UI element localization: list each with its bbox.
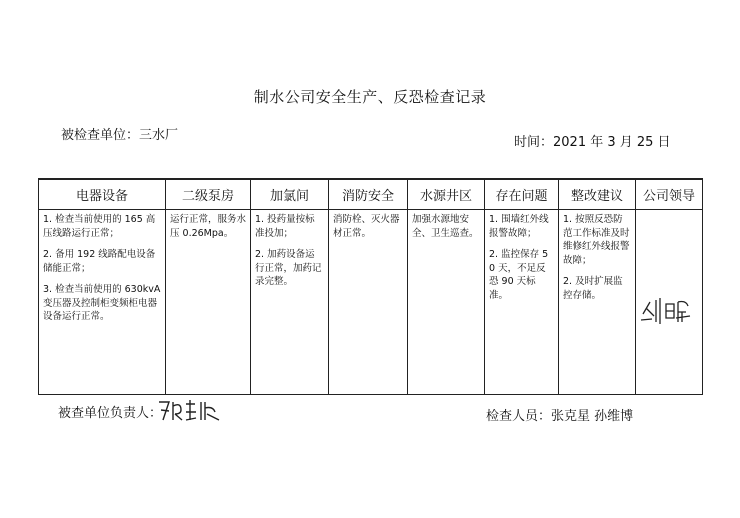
inspection-table: [38, 178, 703, 395]
header-leader: 公司领导: [636, 179, 703, 210]
electrical-cell: [39, 210, 166, 395]
suggestions-cell: [559, 210, 636, 395]
issue-item: 2. 监控保存 50 天，不足反恐 90 天标准。: [489, 249, 549, 301]
inspected-unit: 被检查单位：三水厂: [61, 128, 179, 143]
leader-signature: [638, 292, 700, 332]
header-pump-room: 二级泵房: [166, 179, 251, 210]
responsible-signature: [155, 398, 225, 424]
header-water-source: 水源井区: [408, 179, 485, 210]
leader-cell: [636, 210, 703, 395]
electrical-item: 2. 备用 192 线路配电设备储能正常；: [43, 249, 156, 274]
pump-room-text: 运行正常，服务水压 0.26Mpa。: [170, 214, 247, 239]
electrical-item: 3. 检查当前使用的 630kvA 变压器及控制柜变频柜电器设备运行正常。: [43, 284, 161, 322]
responsible-label: 被查单位负责人：: [58, 406, 163, 421]
header-issues: 存在问题: [485, 179, 559, 210]
issue-item: 1. 围墙红外线报警故障；: [489, 214, 549, 239]
fire-safety-cell: [329, 210, 408, 395]
chlorine-item: 2. 加药设备运行正常，加药记录完整。: [255, 249, 322, 287]
electrical-item: 1. 检查当前使用的 165 高压线路运行正常；: [43, 214, 156, 239]
water-source-text: 加强水源地安全、卫生巡查。: [412, 214, 479, 239]
table-row: [39, 210, 703, 395]
chlorine-item: 1. 投药量按标准投加；: [255, 214, 315, 239]
water-source-cell: [408, 210, 485, 395]
inspection-date: 时间：2021 年 3 月 25 日: [514, 135, 671, 150]
header-chlorine: 加氯间: [251, 179, 329, 210]
pump-room-cell: [166, 210, 251, 395]
header-suggestions: 整改建议: [559, 179, 636, 210]
page-title: 制水公司安全生产、反恐检查记录: [253, 88, 487, 106]
inspectors: 检查人员：张克星 孙维博: [486, 409, 634, 424]
table-header-row: [39, 179, 703, 210]
header-fire-safety: 消防安全: [329, 179, 408, 210]
suggestion-item: 1. 按照反恐防范工作标准及时维修红外线报警故障；: [563, 214, 630, 266]
chlorine-cell: [251, 210, 329, 395]
issues-cell: [485, 210, 559, 395]
header-electrical: 电器设备: [39, 179, 166, 210]
suggestion-item: 2. 及时扩展监控存储。: [563, 276, 623, 301]
fire-safety-text: 消防栓、灭火器材正常。: [333, 214, 400, 239]
